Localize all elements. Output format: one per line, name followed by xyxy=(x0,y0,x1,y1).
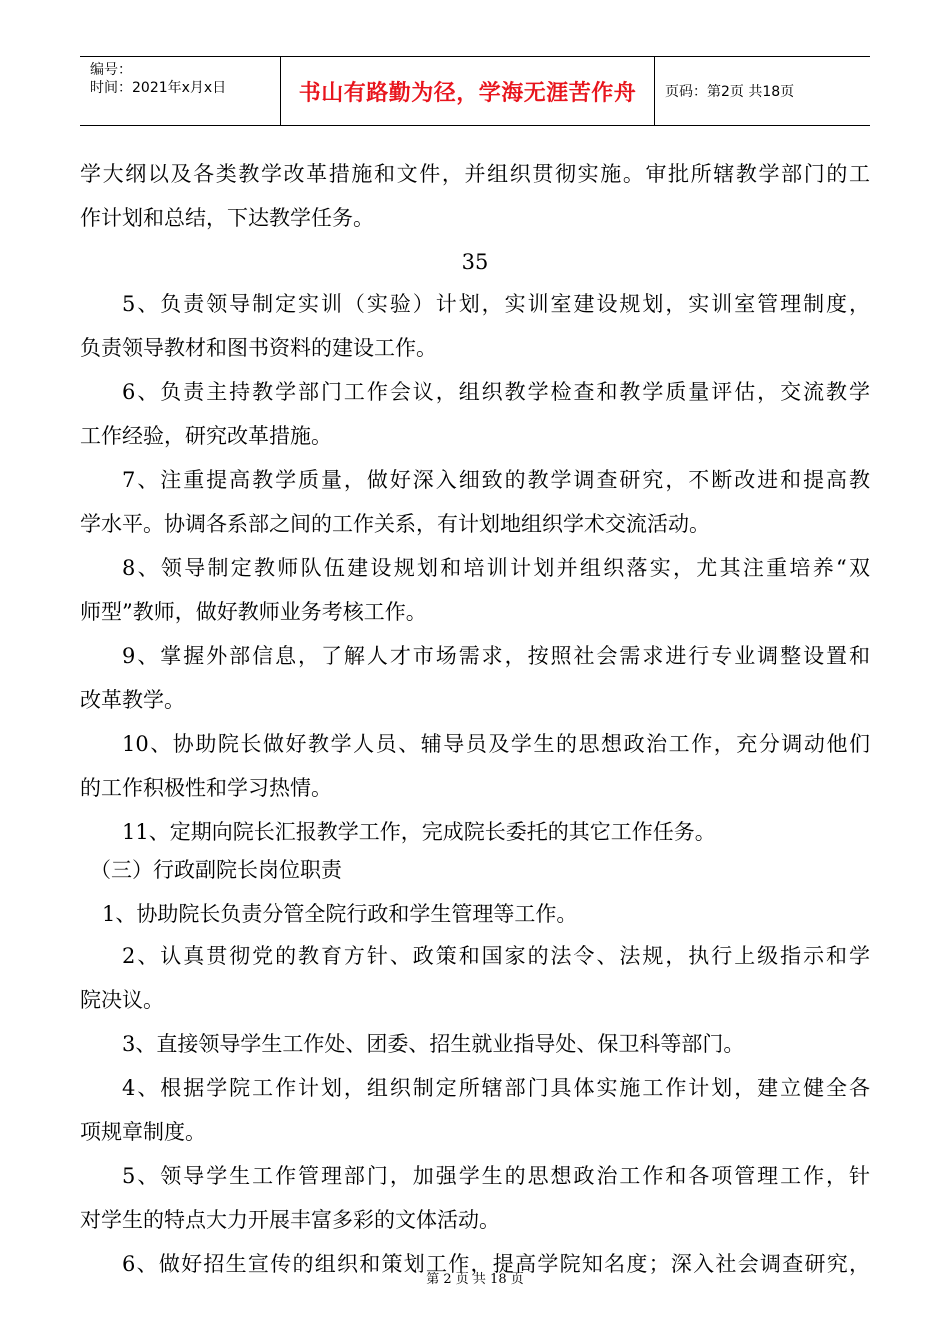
header-meta xyxy=(80,57,280,125)
page-number-inline: 35 xyxy=(461,250,489,274)
body-line: 11、定期向院长汇报教学工作，完成院长委托的其它工作任务。 xyxy=(122,820,716,844)
body-line: 4、根据学院工作计划，组织制定所辖部门具体实施工作计划，建立健全各 xyxy=(122,1076,870,1100)
body-line: 7、注重提高教学质量，做好深入细致的教学调查研究，不断改进和提高教 xyxy=(122,468,870,492)
body-line: 6、做好招生宣传的组织和策划工作，提高学院知名度；深入社会调查研究， xyxy=(122,1252,870,1276)
body-line: 对学生的特点大力开展丰富多彩的文体活动。 xyxy=(80,1208,500,1232)
body-line: 工作经验，研究改革措施。 xyxy=(80,424,332,448)
body-line: 5、负责领导制定实训（实验）计划，实训室建设规划，实训室管理制度， xyxy=(122,292,870,316)
body-line: 3、直接领导学生工作处、团委、招生就业指导处、保卫科等部门。 xyxy=(122,1032,745,1056)
body-line: 8、领导制定教师队伍建设规划和培训计划并组织落实，尤其注重培养“双 xyxy=(122,556,870,580)
document-number: 编号： xyxy=(90,62,132,78)
body-line: 2、认真贯彻党的教育方针、政策和国家的法令、法规，执行上级指示和学 xyxy=(122,944,870,968)
body-line: 6、负责主持教学部门工作会议，组织教学检查和教学质量评估，交流教学 xyxy=(122,380,870,404)
body-line: 的工作积极性和学习热情。 xyxy=(80,776,332,800)
body-line: 项规章制度。 xyxy=(80,1120,206,1144)
header-page-info: 页码：第2页 共18页 xyxy=(665,84,795,100)
body-line: 5、领导学生工作管理部门，加强学生的思想政治工作和各项管理工作，针 xyxy=(122,1164,870,1188)
page-header xyxy=(80,56,870,126)
header-motto: 书山有路勤为径，学海无涯苦作舟 xyxy=(280,57,655,125)
body-line: 改革教学。 xyxy=(80,688,185,712)
page-footer: 第 2 页 共 18 页 xyxy=(426,1272,524,1287)
body-line: 负责领导教材和图书资料的建设工作。 xyxy=(80,336,437,360)
body-line: 师型”教师，做好教师业务考核工作。 xyxy=(80,600,427,624)
body-line: 院决议。 xyxy=(80,988,164,1012)
body-line: 学水平。协调各系部之间的工作关系，有计划地组织学术交流活动。 xyxy=(80,512,710,536)
body-line: 10、协助院长做好教学人员、辅导员及学生的思想政治工作，充分调动他们 xyxy=(122,732,870,756)
section-heading: （三）行政副院长岗位职责 xyxy=(90,858,342,882)
body-line: 1、协助院长负责分管全院行政和学生管理等工作。 xyxy=(102,902,578,926)
body-line: 9、掌握外部信息，了解人才市场需求，按照社会需求进行专业调整设置和 xyxy=(122,644,870,668)
body-line: 作计划和总结，下达教学任务。 xyxy=(80,206,374,230)
document-date: 时间：2021年x月x日 xyxy=(90,80,227,96)
body-line: 学大纲以及各类教学改革措施和文件，并组织贯彻实施。审批所辖教学部门的工 xyxy=(80,162,870,186)
